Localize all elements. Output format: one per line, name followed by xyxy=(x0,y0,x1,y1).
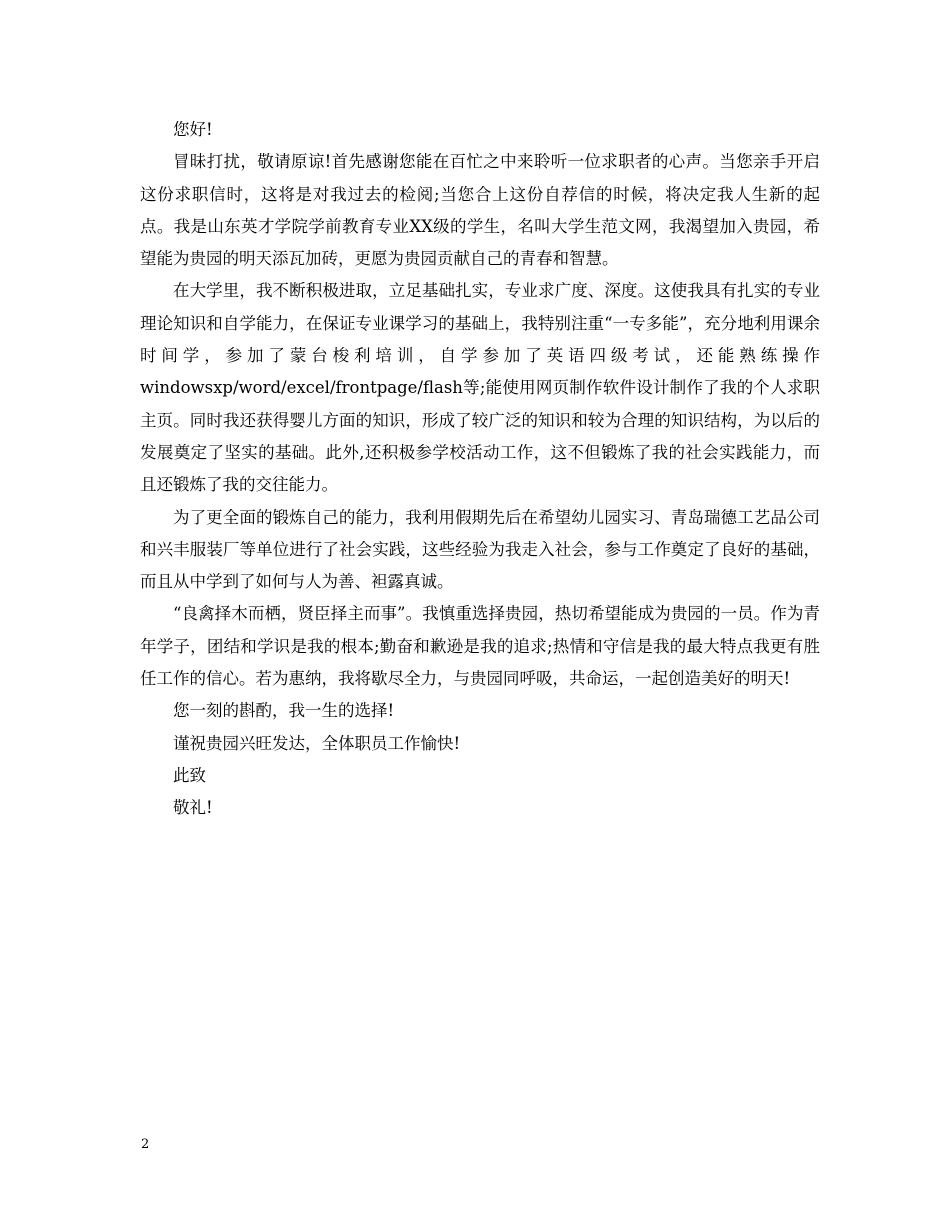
education-paragraph: 在大学里，我不断积极进取，立足基础扎实，专业求广度、深度。这使我具有扎实的专业理论知识和自学能力，在保证专业课学习的基础上，我特别注重“一专多能”，充分地利用课余时间学，参加了蒙台梭利培训，自学参加了英语四级考试，还能熟练操作windowsxp/word/excel/frontpage/flash等;能使用网页制作软件设计制作了我的个人求职主页。同时我还获得婴儿方面的知识，形成了较广泛的知识和较为合理的知识结构，为以后的发展奠定了坚实的基础。此外,还积极参学校活动工作，这不但锻炼了我的社会实践能力，而且还锻炼了我的交往能力。 xyxy=(140,281,820,495)
wishes-line: 谨祝贵园兴旺发达，全体职员工作愉快! xyxy=(173,733,461,753)
greeting-paragraph: 您好! xyxy=(173,120,213,139)
salutation-line: 敬礼! xyxy=(173,798,213,818)
practice-paragraph: 为了更全面的锻炼自己的能力，我利用假期先后在希望幼儿园实习、青岛瑞德工艺品公司和兴丰服装厂等单位进行了社会实践，这些经验为我走入社会，参与工作奠定了良好的基础，而且从中学到了如何与人为善、袒露真诚。 xyxy=(140,507,820,592)
page-number: 2 xyxy=(141,1137,150,1152)
letter-body xyxy=(140,114,820,825)
intro-paragraph: 冒昧打扰，敬请原谅!首先感谢您能在百忙之中来聆听一位求职者的心声。当您亲手开启这份求职信时，这将是对我过去的检阅;当您合上这份自荐信的时候，将决定我人生新的起点。我是山东英才学院学前教育专业XX级的学生，名叫大学生范文网，我渴望加入贵园，希望能为贵园的明天添瓦加砖，更愿为贵园贡献自己的青春和智慧。 xyxy=(140,152,820,269)
closing-line: 此致 xyxy=(173,765,206,785)
choice-line: 您一刻的斟酌，我一生的选择! xyxy=(173,701,395,721)
motivation-paragraph: “良禽择木而栖，贤臣择主而事”。我慎重选择贵园，热切希望能成为贵园的一员。作为青年学子，团结和学识是我的根本;勤奋和歉逊是我的追求;热情和守信是我的最大特点我更有胜任工作的信心。若为惠纳，我将歇尽全力，与贵园同呼吸，共命运，一起创造美好的明天! xyxy=(140,604,820,689)
